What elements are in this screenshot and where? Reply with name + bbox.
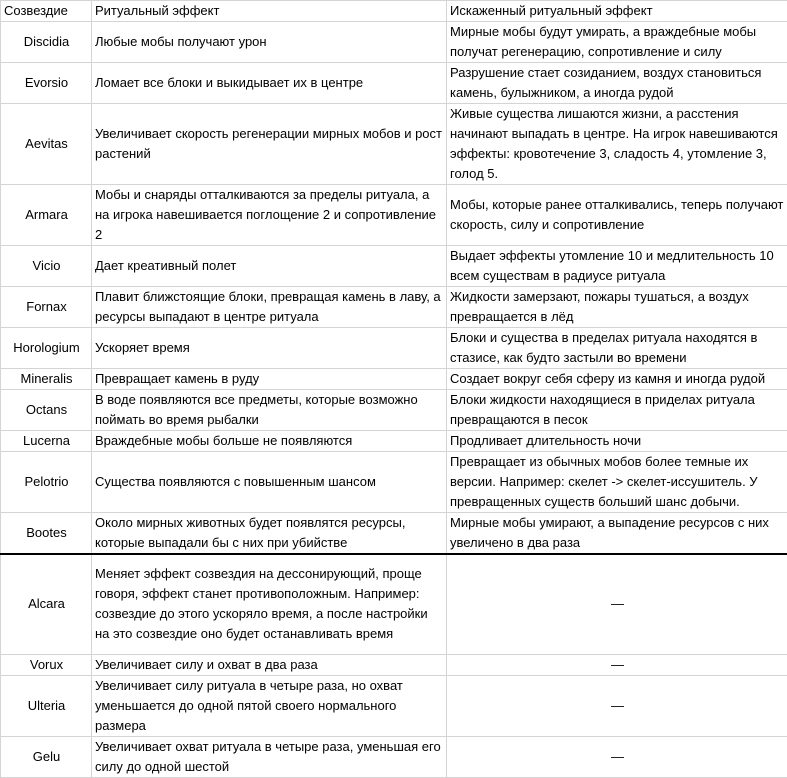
table-row	[1, 287, 787, 328]
constellation-name: Discidia	[1, 22, 92, 63]
distorted-effect: Выдает эффекты утомление 10 и медлительность 10 всем существам в радиусе ритуала	[447, 246, 787, 287]
ritual-effect: Плавит ближстоящие блоки, превращая камень в лаву, а ресурсы выпадают в центре ритуала	[92, 287, 447, 328]
table-row	[1, 452, 787, 513]
constellation-name: Bootes	[1, 513, 92, 555]
ritual-effect: В воде появляются все предметы, которые возможно поймать во время рыбалки	[92, 390, 447, 431]
ritual-effect: Увеличивает силу и охват в два раза	[92, 654, 447, 675]
constellation-name: Pelotrio	[1, 452, 92, 513]
ritual-effect: Мобы и снаряды отталкиваются за пределы ритуала, а на игрока навешивается поглощение 2 и сопротивление 2	[92, 185, 447, 246]
constellation-name: Fornax	[1, 287, 92, 328]
constellation-name: Ulteria	[1, 675, 92, 736]
constellation-name: Lucerna	[1, 431, 92, 452]
table-row	[1, 328, 787, 369]
ritual-effect: Увеличивает силу ритуала в четыре раза, но охват уменьшается до одной пятой своего нормального размера	[92, 675, 447, 736]
distorted-effect: Жидкости замерзают, пожары тушаться, а воздух превращается в лёд	[447, 287, 787, 328]
distorted-effect: Разрушение стает созиданием, воздух становиться камень, булыжником, а иногда рудой	[447, 63, 787, 104]
table-row	[1, 22, 787, 63]
constellation-name: Alcara	[1, 554, 92, 654]
header-distorted-effect: Искаженный ритуальный эффект	[447, 1, 787, 22]
ritual-effect: Меняет эффект созвездия на дессонирующий, проще говоря, эффект станет противоположным. Например: созвездие до этого ускоряло время, а после настройки на это созвездие оно будет останавливать время	[92, 554, 447, 654]
table-row	[1, 104, 787, 185]
constellation-name: Vorux	[1, 654, 92, 675]
constellation-name: Mineralis	[1, 369, 92, 390]
ritual-effect: Около мирных животных будет появлятся ресурсы, которые выпадали бы с них при убийстве	[92, 513, 447, 555]
constellation-name: Octans	[1, 390, 92, 431]
distorted-effect: Создает вокруг себя сферу из камня и иногда рудой	[447, 369, 787, 390]
table-row	[1, 654, 787, 675]
constellation-name: Horologium	[1, 328, 92, 369]
ritual-effect: Увеличивает скорость регенерации мирных мобов и рост растений	[92, 104, 447, 185]
ritual-effect: Любые мобы получают урон	[92, 22, 447, 63]
constellation-name: Gelu	[1, 736, 92, 777]
ritual-effect: Превращает камень в руду	[92, 369, 447, 390]
distorted-effect: Превращает из обычных мобов более темные их версии. Например: скелет -> скелет-иссушитель. У превращенных существ больший шанс добычи.	[447, 452, 787, 513]
distorted-effect: —	[447, 554, 787, 654]
distorted-effect: —	[447, 736, 787, 777]
ritual-effect: Существа появляются с повышенным шансом	[92, 452, 447, 513]
header-ritual-effect: Ритуальный эффект	[92, 1, 447, 22]
distorted-effect: Живые существа лишаются жизни, а расстения начинают выпадать в центре. На игрок навешиваются эффекты: кровотечение 3, сладость 4, утомление 3, голод 5.	[447, 104, 787, 185]
distorted-effect: Продливает длительность ночи	[447, 431, 787, 452]
constellation-name: Evorsio	[1, 63, 92, 104]
distorted-effect: —	[447, 654, 787, 675]
table-row	[1, 390, 787, 431]
ritual-effect: Враждебные мобы больше не появляются	[92, 431, 447, 452]
table-row	[1, 246, 787, 287]
ritual-effect: Ускоряет время	[92, 328, 447, 369]
constellation-name: Vicio	[1, 246, 92, 287]
constellation-name: Aevitas	[1, 104, 92, 185]
distorted-effect: Блоки и существа в пределах ритуала находятся в стазисе, как будто застыли во времени	[447, 328, 787, 369]
table-row	[1, 369, 787, 390]
constellation-name: Armara	[1, 185, 92, 246]
distorted-effect: Мирные мобы будут умирать, а враждебные мобы получат регенерацию, сопротивление и силу	[447, 22, 787, 63]
distorted-effect: Мирные мобы умирают, а выпадение ресурсов с них увеличено в два раза	[447, 513, 787, 555]
ritual-effect: Увеличивает охват ритуала в четыре раза, уменьшая его силу до одной шестой	[92, 736, 447, 777]
distorted-effect: Мобы, которые ранее отталкивались, теперь получают скорость, силу и сопротивление	[447, 185, 787, 246]
header-row	[1, 1, 787, 22]
table-row	[1, 185, 787, 246]
table-row	[1, 554, 787, 654]
table-row	[1, 63, 787, 104]
distorted-effect: —	[447, 675, 787, 736]
header-constellation: Созвездие	[1, 1, 92, 22]
ritual-effect: Ломает все блоки и выкидывает их в центре	[92, 63, 447, 104]
distorted-effect: Блоки жидкости находящиеся в приделах ритуала превращаются в песок	[447, 390, 787, 431]
table-row	[1, 431, 787, 452]
table-row	[1, 513, 787, 555]
ritual-effect: Дает креативный полет	[92, 246, 447, 287]
table-row	[1, 675, 787, 736]
